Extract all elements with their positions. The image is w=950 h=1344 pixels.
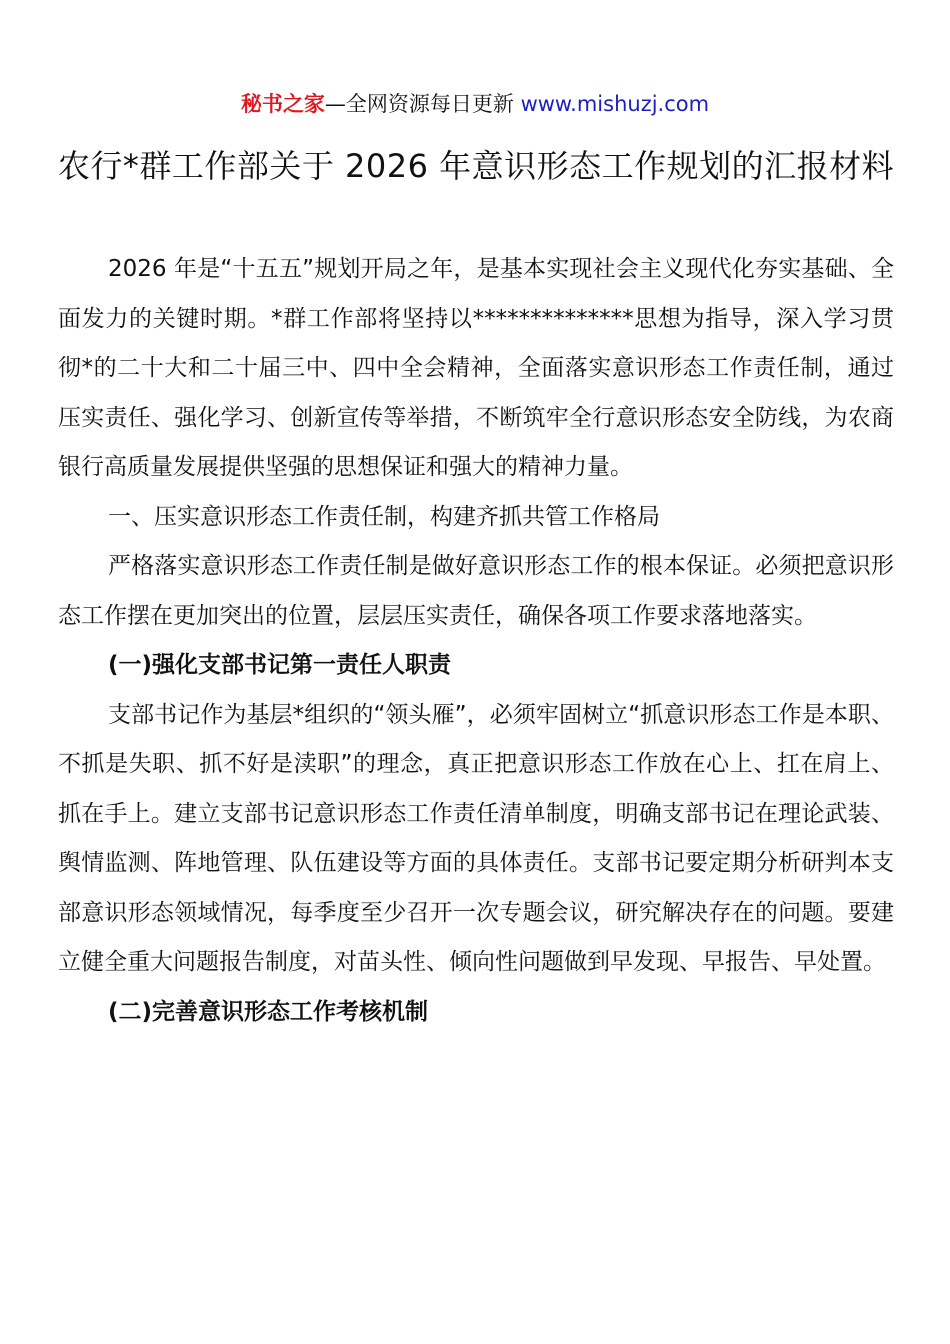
document-body: [58, 245, 894, 1037]
document-title: 农行*群工作部关于 2026 年意识形态工作规划的汇报材料: [57, 147, 895, 185]
section-1-heading: 一、压实意识形态工作责任制，构建齐抓共管工作格局: [108, 503, 660, 530]
subsection-1-paragraph: 支部书记作为基层*组织的“领头雁”，必须牢固树立“抓意识形态工作是本职、不抓是失职、抓不好是渎职”的理念，真正把意识形态工作放在心上、扛在肩上、抓在手上。建立支部书记意识形态工作责任清单制度，明确支部书记在理论武装、舆情监测、阵地管理、队伍建设等方面的具体责任。支部书记要定期分析研判本支部意识形态领域情况，每季度至少召开一次专题会议，研究解决存在的问题。要建立健全重大问题报告制度，对苗头性、倾向性问题做到早发现、早报告、早处置。: [58, 701, 894, 975]
site-header: [0, 86, 950, 122]
site-name: 秘书之家: [240, 92, 325, 116]
site-tagline: —全网资源每日更新: [324, 92, 521, 116]
subsection-2-heading: (二)完善意识形态工作考核机制: [108, 998, 429, 1025]
subsection-1-heading: (一)强化支部书记第一责任人职责: [108, 652, 452, 678]
section-1-paragraph: 严格落实意识形态工作责任制是做好意识形态工作的根本保证。必须把意识形态工作摆在更加突出的位置，层层压实责任，确保各项工作要求落地落实。: [58, 553, 894, 629]
intro-paragraph: 2026 年是“十五五”规划开局之年，是基本实现社会主义现代化夯实基础、全面发力的关键时期。*群工作部将坚持以**************思想为指导，深入学习贯彻*的二十大和二十届三中、四中全会精神，全面落实意识形态工作责任制，通过压实责任、强化学习、创新宣传等举措，不断筑牢全行意识形态安全防线，为农商银行高质量发展提供坚强的思想保证和强大的精神力量。: [58, 256, 894, 480]
site-url-link[interactable]: www.mishuzj.com: [520, 92, 710, 116]
